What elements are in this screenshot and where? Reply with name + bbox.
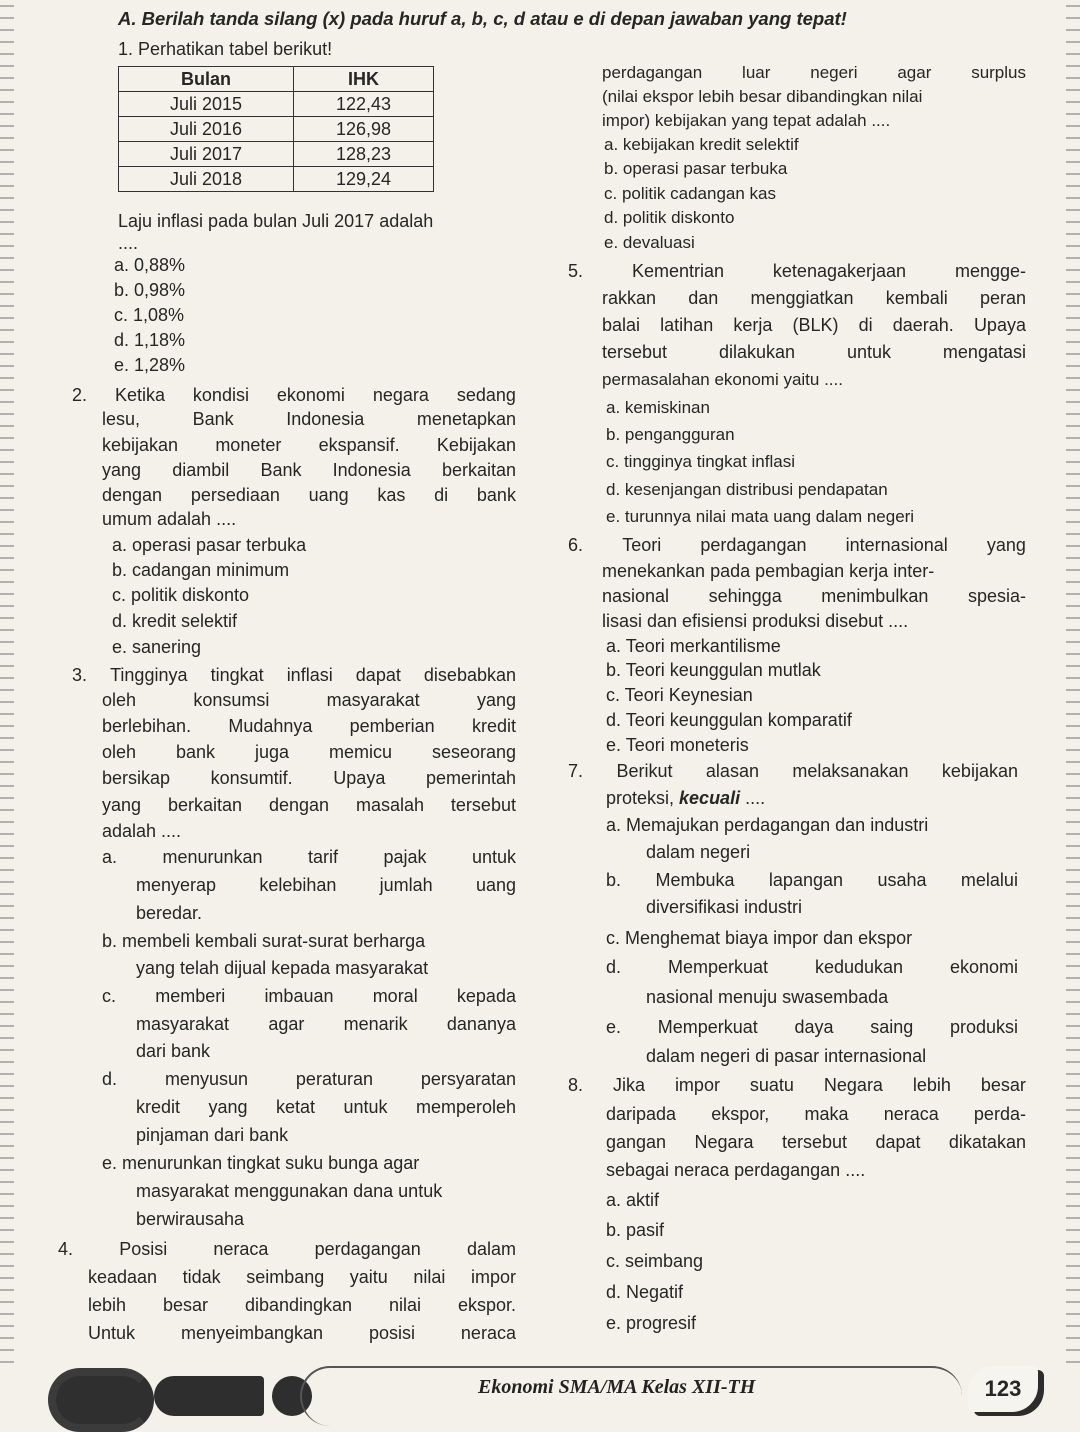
q7-option-d[interactable]: d. Memperkuat kedudukan ekonomi	[606, 957, 1018, 977]
q1-option-a[interactable]: a. 0,88%	[114, 255, 186, 275]
q3-option-b[interactable]: b. membeli kembali surat-surat berharga	[102, 931, 426, 951]
q4-cont-line-3: impor) kebijakan yang tepat adalah ....	[602, 111, 891, 130]
table-cell: 129,24	[293, 167, 433, 192]
q2-line-5: dengan persediaan uang kas di bank	[102, 485, 516, 505]
q6-option-a[interactable]: a. Teori merkantilisme	[606, 636, 781, 656]
q1-intro: 1. Perhatikan tabel berikut!	[118, 39, 333, 59]
q4-line-1: 4. Posisi neraca perdagangan dalam	[58, 1239, 516, 1259]
table-cell: 122,43	[293, 92, 433, 117]
q5-option-c[interactable]: c. tingginya tingkat inflasi	[606, 452, 795, 471]
q5-line-1: 5. Kementrian ketenagakerjaan mengge-	[568, 261, 1026, 281]
q1-option-d[interactable]: d. 1,18%	[114, 330, 186, 350]
q7-line-1: 7. Berikut alasan melaksanakan kebijakan	[568, 761, 1018, 781]
table-row	[119, 117, 434, 142]
section-heading: A. Berilah tanda silang (x) pada huruf a, b, c, d atau e di depan jawaban yang tepat!	[118, 8, 847, 29]
footer-ornament-blob	[154, 1376, 264, 1416]
q6-option-d[interactable]: d. Teori keunggulan komparatif	[606, 710, 852, 730]
q2-option-a[interactable]: a. operasi pasar terbuka	[112, 535, 307, 555]
page-number: 123	[968, 1366, 1038, 1412]
q6-line-3: nasional sehingga menimbulkan spesia-	[602, 586, 1026, 606]
q4-line-2: keadaan tidak seimbang yaitu nilai impor	[88, 1267, 516, 1287]
q2-option-d[interactable]: d. kredit selektif	[112, 611, 238, 631]
q3-line-5: bersikap konsumtif. Upaya pemerintah	[102, 768, 516, 788]
q3-option-a-line-3: beredar.	[136, 903, 203, 923]
q1-option-c[interactable]: c. 1,08%	[114, 305, 185, 325]
q5-option-a[interactable]: a. kemiskinan	[606, 398, 710, 417]
q6-option-e[interactable]: e. Teori moneteris	[606, 735, 749, 755]
q7-option-a[interactable]: a. Memajukan perdagangan dan industri	[606, 815, 929, 835]
q3-option-d-line-3: pinjaman dari bank	[136, 1125, 289, 1145]
table-cell: Juli 2016	[119, 117, 294, 142]
q5-option-e[interactable]: e. turunnya nilai mata uang dalam negeri	[606, 507, 915, 526]
q6-option-c[interactable]: c. Teori Keynesian	[606, 685, 753, 705]
q8-option-e[interactable]: e. progresif	[606, 1313, 697, 1333]
q3-line-6: yang berkaitan dengan masalah tersebut	[102, 795, 516, 815]
q6-line-1: 6. Teori perdagangan internasional yang	[568, 535, 1026, 555]
q5-line-3: balai latihan kerja (BLK) di daerah. Upaya	[602, 315, 1026, 335]
q6-option-b[interactable]: b. Teori keunggulan mutlak	[606, 660, 821, 680]
table-cell: Juli 2017	[119, 142, 294, 167]
q2-line-1: 2. Ketika kondisi ekonomi negara sedang	[72, 385, 516, 405]
q4-option-b[interactable]: b. operasi pasar terbuka	[604, 159, 788, 178]
q3-option-a[interactable]: a. menurunkan tarif pajak untuk	[102, 847, 516, 867]
q2-line-6: umum adalah ....	[102, 509, 237, 529]
q3-option-c-line-2: masyarakat agar menarik dananya	[136, 1014, 516, 1034]
q6-line-4: lisasi dan efisiensi produksi disebut ....	[602, 611, 909, 631]
q7-option-c[interactable]: c. Menghemat biaya impor dan ekspor	[606, 928, 913, 948]
q7-option-e-line-2: dalam negeri di pasar internasional	[646, 1046, 927, 1066]
table-row	[119, 167, 434, 192]
q3-option-d[interactable]: d. menyusun peraturan persyaratan	[102, 1069, 516, 1089]
spiral-binding-right	[1066, 0, 1080, 1366]
q5-option-d[interactable]: d. kesenjangan distribusi pendapatan	[606, 480, 888, 499]
q3-option-d-line-2: kredit yang ketat untuk memperoleh	[136, 1097, 516, 1117]
q4-option-a[interactable]: a. kebijakan kredit selektif	[604, 135, 799, 154]
q8-option-b[interactable]: b. pasif	[606, 1220, 665, 1240]
q3-line-3: berlebihan. Mudahnya pemberian kredit	[102, 716, 516, 736]
q4-line-4: Untuk menyeimbangkan posisi neraca	[88, 1323, 516, 1343]
table-cell: Juli 2018	[119, 167, 294, 192]
q3-option-b-line-2: yang telah dijual kepada masyarakat	[136, 958, 429, 978]
footer-ornament-ring	[48, 1368, 154, 1432]
q2-line-2: lesu, Bank Indonesia menetapkan	[102, 409, 516, 429]
q3-line-2: oleh konsumsi masyarakat yang	[102, 690, 516, 710]
q7-option-b-line-2: diversifikasi industri	[646, 897, 803, 917]
q5-line-5: permasalahan ekonomi yaitu ....	[602, 370, 843, 389]
q3-option-c-line-3: dari bank	[136, 1041, 211, 1061]
q1-option-e[interactable]: e. 1,28%	[114, 355, 186, 375]
q7-option-b[interactable]: b. Membuka lapangan usaha melalui	[606, 870, 1018, 890]
q8-option-a[interactable]: a. aktif	[606, 1190, 660, 1210]
q3-line-7: adalah ....	[102, 821, 182, 841]
q2-option-b[interactable]: b. cadangan minimum	[112, 560, 290, 580]
table-row	[119, 142, 434, 167]
q3-line-1: 3. Tingginya tingkat inflasi dapat disebabkan	[72, 665, 516, 685]
q7-line-2: proteksi, kecuali ....	[606, 788, 766, 808]
q8-line-1: 8. Jika impor suatu Negara lebih besar	[568, 1075, 1026, 1095]
table-cell: 128,23	[293, 142, 433, 167]
q4-cont-line-2: (nilai ekspor lebih besar dibandingkan nilai	[602, 87, 923, 106]
q3-line-4: oleh bank juga memicu seseorang	[102, 742, 516, 762]
q5-line-4: tersebut dilakukan untuk mengatasi	[602, 342, 1026, 362]
q2-option-c[interactable]: c. politik diskonto	[112, 585, 250, 605]
q8-option-c[interactable]: c. seimbang	[606, 1251, 704, 1271]
q2-line-3: kebijakan moneter ekspansif. Kebijakan	[102, 435, 516, 455]
spiral-binding-left	[0, 0, 14, 1366]
q7-option-e[interactable]: e. Memperkuat daya saing produksi	[606, 1017, 1018, 1037]
ihk-table	[118, 66, 434, 192]
q4-cont-line-1: perdagangan luar negeri agar surplus	[602, 63, 1026, 82]
q1-option-b[interactable]: b. 0,98%	[114, 280, 186, 300]
q3-option-e-line-3: berwirausaha	[136, 1209, 245, 1229]
q6-line-2: menekankan pada pembagian kerja inter-	[602, 561, 935, 581]
q7-option-d-line-2: nasional menuju swasembada	[646, 987, 889, 1007]
q8-line-4: sebagai neraca perdagangan ....	[606, 1160, 866, 1180]
table-cell: 126,98	[293, 117, 433, 142]
table-header-bulan: Bulan	[119, 67, 294, 92]
q4-line-3: lebih besar dibandingkan nilai ekspor.	[88, 1295, 516, 1315]
q3-option-a-line-2: menyerap kelebihan jumlah uang	[136, 875, 516, 895]
table-row	[119, 92, 434, 117]
q2-option-e[interactable]: e. sanering	[112, 637, 202, 657]
table-cell: Juli 2015	[119, 92, 294, 117]
q1-question-cont: ....	[118, 233, 139, 253]
q3-option-e-line-2: masyarakat menggunakan dana untuk	[136, 1181, 443, 1201]
q8-line-3: gangan Negara tersebut dapat dikatakan	[606, 1132, 1026, 1152]
q5-line-2: rakkan dan menggiatkan kembali peran	[602, 288, 1026, 308]
q4-option-c[interactable]: c. politik cadangan kas	[604, 184, 776, 203]
q4-option-d[interactable]: d. politik diskonto	[604, 208, 735, 227]
q3-option-e[interactable]: e. menurunkan tingkat suku bunga agar	[102, 1153, 420, 1173]
q7-option-a-line-2: dalam negeri	[646, 842, 751, 862]
table-header-ihk: IHK	[293, 67, 433, 92]
q3-option-c[interactable]: c. memberi imbauan moral kepada	[102, 986, 516, 1006]
q5-option-b[interactable]: b. pengangguran	[606, 425, 735, 444]
q2-line-4: yang diambil Bank Indonesia berkaitan	[102, 460, 516, 480]
q8-line-2: daripada ekspor, maka neraca perda-	[606, 1104, 1026, 1124]
footer-book-title: Ekonomi SMA/MA Kelas XII-TH	[478, 1376, 756, 1398]
q8-option-d[interactable]: d. Negatif	[606, 1282, 684, 1302]
q4-option-e[interactable]: e. devaluasi	[604, 233, 695, 252]
q1-question: Laju inflasi pada bulan Juli 2017 adalah	[118, 211, 434, 231]
